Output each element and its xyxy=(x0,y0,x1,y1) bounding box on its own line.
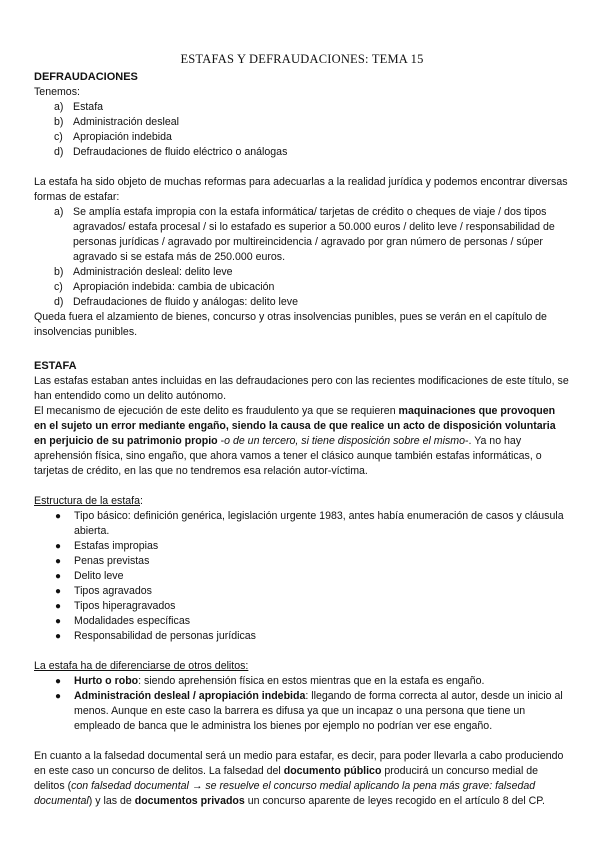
bullet-icon: ● xyxy=(55,556,62,567)
intro-text: Tenemos: xyxy=(34,86,80,98)
falsedad-paragraph: En cuanto a la falsedad documental será un medio para estafar, es decir, para poder llevarla a cabo produciendo en este caso un concurso de delitos. La falsedad del documento público producirá un concurso medial de delitos (con falsedad documental → se resuelve el concurso medial aplicando la pena más grave: falsedad documental) y las de documentos privados un concurso aparente de leyes recogido en el artículo 8 del CP. xyxy=(34,750,564,807)
defraudaciones-list xyxy=(34,100,570,160)
document-title: ESTAFAS Y DEFRAUDACIONES: TEMA 15 xyxy=(180,52,424,66)
estafa-paragraph-1: Las estafas estaban antes incluidas en las defraudaciones pero con las recientes modificaciones de este título, se han entendido como un delito autónomo. xyxy=(34,375,569,402)
list-item: c) Apropiación indebida: cambia de ubicación xyxy=(54,281,275,293)
list-item: c) Apropiación indebida xyxy=(54,131,172,143)
list-item: b) Administración desleal: delito leve xyxy=(54,266,233,278)
list-item: ● Delito leve xyxy=(55,570,124,582)
bullet-icon: ● xyxy=(55,676,62,687)
bullet-icon: ● xyxy=(55,511,62,522)
heading-estafa: ESTAFA xyxy=(34,360,77,372)
bullet-icon: ● xyxy=(55,571,62,582)
list-item: d) Defraudaciones de fluido y análogas: delito leve xyxy=(54,296,298,308)
estafa-paragraph-2: El mecanismo de ejecución de este delito es fraudulento ya que se requieren maquinaciones que provoquen en el sujeto un error mediante engaño, siendo la causa de que realice un acto de disposición voluntaria en perjuicio de su patrimonio propio -o de un tercero, si tiene disposición sobre el mismo-. Ya no hay aprehensión física, sino engaño, que ahora vamos a tener el clásico aunque también estafas informáticas, o tarjetas de crédito, en las que no tendremos esa relación autor-víctima. xyxy=(34,405,556,477)
list-item: b) Administración desleal xyxy=(54,116,179,128)
list-item: ● Penas previstas xyxy=(55,555,150,567)
list-item: ● Responsabilidad de personas jurídicas xyxy=(55,630,256,642)
structure-heading: Estructura de la estafa: xyxy=(34,495,143,507)
bullet-icon: ● xyxy=(55,601,62,612)
list-item: ● Administración desleal / apropiación indebida: llegando de forma correcta al autor, desde un inicio al menos. Aunque en este caso la barrera es difusa ya que un incapaz o una persona que tiene un empleado de banca que le administra los bienes por ejemplo no podrían ver ese engaño. xyxy=(55,690,563,732)
list-item: a) Estafa xyxy=(54,101,104,113)
bullet-icon: ● xyxy=(55,631,62,642)
heading-defraudaciones: DEFRAUDACIONES xyxy=(34,71,138,83)
list-item: a) Se amplía estafa impropia con la estafa informática/ tarjetas de crédito o cheques de viaje / dos tipos agravados/ estafa procesal / si lo estafado es superior a 50.000 euros / delito leve / responsabilidad de personas jurídicas / agravado por multireincidencia / agravado por gran número de personas / súper agravado si se estafa más de 250.000 euros. xyxy=(54,206,555,263)
bullet-icon: ● xyxy=(55,586,62,597)
list-item: ● Tipo básico: definición genérica, legislación urgente 1983, antes había enumeración de casos y cláusula abierta. xyxy=(55,510,564,537)
reforms-list xyxy=(34,205,570,310)
bullet-icon: ● xyxy=(55,541,62,552)
list-item: ● Tipos agravados xyxy=(55,585,152,597)
bullet-icon: ● xyxy=(55,616,62,627)
reforms-paragraph: La estafa ha sido objeto de muchas reformas para adecuarlas a la realidad jurídica y podemos encontrar diversas formas de estafar: xyxy=(34,176,568,203)
list-item: ● Tipos hiperagravados xyxy=(55,600,176,612)
list-item: ● Estafas impropias xyxy=(55,540,159,552)
document-page xyxy=(34,52,570,809)
structure-list xyxy=(34,509,570,644)
closing-paragraph: Queda fuera el alzamiento de bienes, concurso y otras insolvencias punibles, pues se verán en el capítulo de insolvencias punibles. xyxy=(34,311,547,338)
differentiation-heading: La estafa ha de diferenciarse de otros delitos: xyxy=(34,660,249,672)
list-item: d) Defraudaciones de fluido eléctrico o análogas xyxy=(54,146,288,158)
bullet-icon: ● xyxy=(55,691,62,702)
differentiation-list xyxy=(34,674,570,734)
list-item: ● Hurto o robo: siendo aprehensión física en estos mientras que en la estafa es engaño. xyxy=(55,675,485,687)
list-item: ● Modalidades específicas xyxy=(55,615,191,627)
